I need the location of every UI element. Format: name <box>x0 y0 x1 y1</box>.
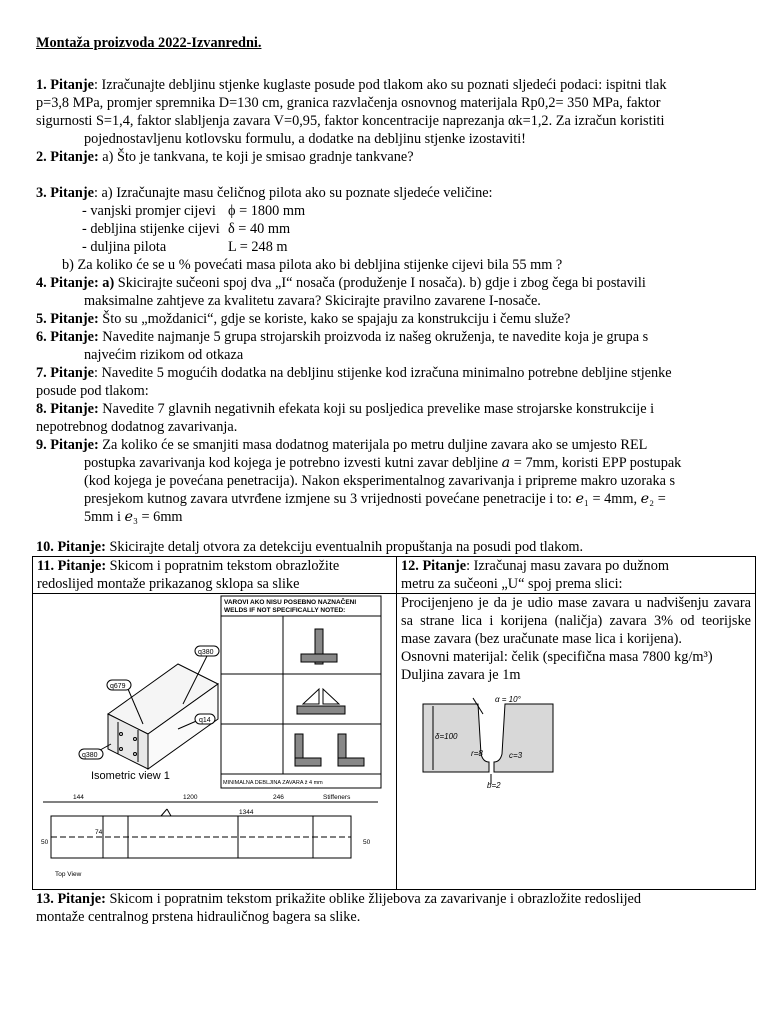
u-joint-drawing <box>413 694 563 789</box>
document-title: Montaža proizvoda 2022-Izvanredni. <box>36 35 262 51</box>
b-label: b=2 <box>487 781 501 789</box>
weld-legend-en: WELDS IF NOT SPECIFICALLY NOTED: <box>224 607 346 614</box>
question-9: 9. Pitanje: Za koliko će se smanjiti masa dodatnog materijala po metru duljine zavara ako se umjesto REL postupka zavarivanja kod kojega je potrebno izvesti kutni zavar debljine 𝑎 = 7mm, koristi EPP postupak (kod kojega je povećana penetracija). Nakon eksperimentalnog zavarivanja i pripreme makro uzoraka s presjekom kutnog zavara utvrđene izmjene su 3 vrijednosti povećane penetracije i to: 𝑒₁ = 4mm, 𝑒₂ = 5mm i 𝑒₃ = 6mm <box>36 437 682 525</box>
dim-1200: 1200 <box>183 794 198 801</box>
question-5: 5. Pitanje: Što su „moždanici“, gdje se koriste, kako se spajaju za konstrukciju i čemu služe? <box>36 311 571 327</box>
question-3: 3. Pitanje: a) Izračunajte masu čeličnog pilota ako su poznate sljedeće veličine: <box>36 185 493 201</box>
question-7: 7. Pitanje: Navedite 5 mogućih dodatka na debljinu stijenke kod izračuna minimalno potrebne debljine stjenke posude pod tlakom: <box>36 365 672 399</box>
question-11: 11. Pitanje: Skicom i popratnim tekstom obrazložite redoslijed montaže prikazanog sklopa sa slike <box>37 558 340 592</box>
question-11-drawing <box>33 594 397 890</box>
stiffeners-label: Stiffeners <box>323 794 351 801</box>
iso-caption: Isometric view 1 <box>91 770 170 782</box>
label-q380-top: q380 <box>198 649 214 656</box>
alpha-label: α = 10° <box>495 695 521 704</box>
question-1: 1. Pitanje: Izračunajte debljinu stjenke kuglaste posude pod tlakom ako su poznati sljedeći podaci: ispitni tlak p=3,8 MPa, promjer spremnika D=130 cm, granica razvlačenja osnovnog materijala Rp0,2= 350 MPa, faktor sigurnosti S=1,4, faktor slabljenja zavara V=0,95, faktor koncentracije naprezanja αk=1,2. Za izračun koristiti pojednostavljenu kotlovsku formulu, a dodatke na debljinu stjenke izostaviti! <box>36 77 667 147</box>
assembly-drawing <box>33 594 388 884</box>
dim-50-left: 50 <box>41 839 49 846</box>
question-13: 13. Pitanje: Skicom i popratnim tekstom prikažite oblike žlijebova za zavarivanje i obrazložite redoslijed montaže centralnog prstena hidrauličnog bagera sa slike. <box>36 891 642 925</box>
dim-50-right: 50 <box>363 839 371 846</box>
dim-74: 74 <box>95 829 103 836</box>
exam-document <box>36 34 751 926</box>
dim-246: 246 <box>273 794 284 801</box>
r-label: r=8 <box>471 749 483 758</box>
label-q679: q679 <box>110 683 126 690</box>
c-label: c=3 <box>509 751 523 760</box>
question-4: 4. Pitanje: a) Skicirajte sučeoni spoj dva „I“ nosača (produženje I nosača). b) gdje i zbog čega bi postavili maksimalne zahtjeve za kvalitetu zavara? Skicirajte pravilno zavarene I-nosače. <box>36 275 646 309</box>
question-12: 12. Pitanje: Izračunaj masu zavara po dužnom metru za sučeoni „U“ spoj prema slici: <box>401 558 669 592</box>
question-3b: b) Za koliko će se u % povećati masa pilota ako bi debljina stijenke cijevi bila 55 mm ? <box>62 257 563 273</box>
question-6: 6. Pitanje: Navedite najmanje 5 grupa strojarskih proizvoda iz našeg okruženja, te navedite koja je grupa s najvećim rizikom od otkaza <box>36 329 649 363</box>
q12-para-3: Duljina zavara je 1m <box>401 667 521 683</box>
pile-parameters: - vanjski promjer cijevi ϕ = 1800 mm - debljina stijenke cijevi δ = 40 mm - duljina pilota L = 248 m <box>82 203 306 255</box>
weld-note: MINIMALNA DEBLJINA ZAVARA ž 4 mm <box>223 780 323 786</box>
delta-label: δ=100 <box>435 732 458 741</box>
question-11-cell <box>33 557 397 594</box>
weld-legend-hr: VAROVI AKO NISU POSEBNO NAZNAČENI <box>224 599 357 606</box>
dim-144: 144 <box>73 794 84 801</box>
q12-para-1: Procijenjeno je da je udio mase zavara u nadvišenju zavara sa strane lica i korijena (naličja) zavara 3% od teorijske mase zavara (bez uračunate mase lica i korijena). <box>401 595 751 647</box>
question-2: 2. Pitanje: a) Što je tankvana, te koji je smisao gradnje tankvane? <box>36 149 414 165</box>
q12-para-2: Osnovni materijal: čelik (specifična masa 7800 kg/m³) <box>401 649 713 665</box>
label-q14: q14 <box>199 717 211 724</box>
dim-1344: 1344 <box>239 809 254 816</box>
question-12-body <box>397 594 756 890</box>
question-12-header <box>397 557 756 594</box>
label-q380-bottom: q380 <box>82 752 98 759</box>
top-view-caption: Top View <box>55 871 82 878</box>
question-8: 8. Pitanje: Navedite 7 glavnih negativnih efekata koji su posljedica prevelike mase strojarske konstrukcije i nepotrebnog dodatnog zavarivanja. <box>36 401 655 435</box>
question-table <box>32 556 756 890</box>
question-10: 10. Pitanje: Skicirajte detalj otvora za detekciju eventualnih propuštanja na posudi pod tlakom. <box>36 539 584 555</box>
